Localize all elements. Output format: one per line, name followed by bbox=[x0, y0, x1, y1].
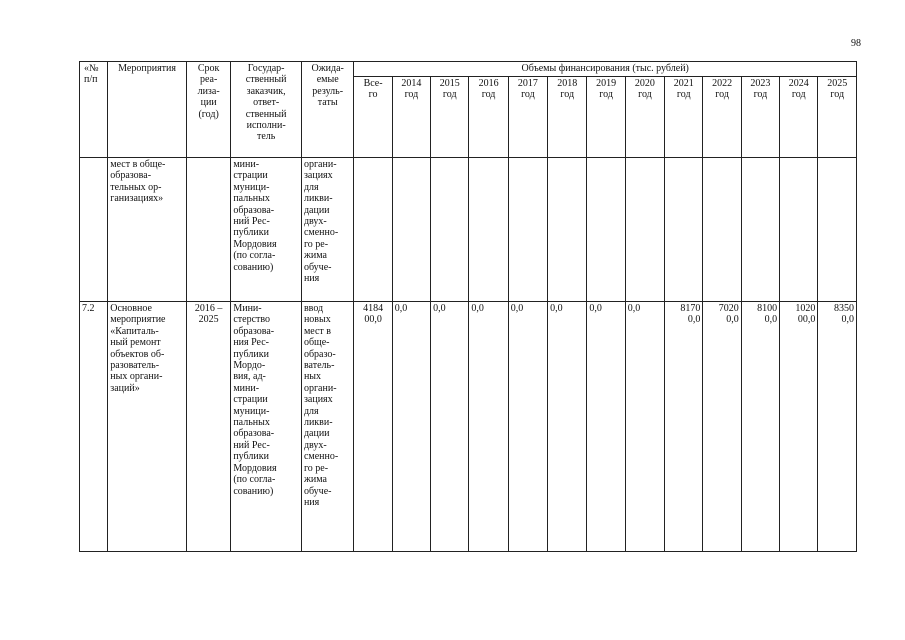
header-customer: Государ- ственный заказчик, ответ- ственный исполни- тель bbox=[231, 62, 302, 158]
header-year: 2020 год bbox=[625, 77, 664, 158]
row-customer: мини- страции муници- пальных образова- ний Рес- публики Мордовия (по согла- сованию) bbox=[231, 158, 302, 302]
header-year: 2019 год bbox=[587, 77, 625, 158]
page-number: 98 bbox=[851, 38, 861, 49]
row-value bbox=[818, 158, 857, 302]
header-year: 2023 год bbox=[741, 77, 779, 158]
table-row bbox=[80, 158, 857, 302]
row-value bbox=[548, 158, 587, 302]
row-event: мест в обще- образова- тельных ор- ганизациях» bbox=[108, 158, 187, 302]
financing-table bbox=[79, 61, 857, 552]
header-expected: Ожида- емые резуль- таты bbox=[301, 62, 353, 158]
header-year: 2016 год bbox=[469, 77, 508, 158]
row-customer: Мини- стерство образова- ния Рес- публики Мордо- вия, ад- мини- страции муници- пальных образова- ний Рес- публики Мордовия (по согла- сованию) bbox=[231, 302, 302, 552]
row-value bbox=[780, 158, 818, 302]
row-value: 0,0 bbox=[587, 302, 625, 552]
row-term: 2016 – 2025 bbox=[186, 302, 230, 552]
header-year: 2025 год bbox=[818, 77, 857, 158]
row-value bbox=[508, 158, 547, 302]
row-value bbox=[469, 158, 508, 302]
header-year: 2014 год bbox=[392, 77, 430, 158]
row-value: 8170 0,0 bbox=[665, 302, 703, 552]
row-event: Основное мероприятие «Капиталь- ный ремонт объектов об- разователь- ных органи- заций» bbox=[108, 302, 187, 552]
header-year: 2017 год bbox=[508, 77, 547, 158]
row-value bbox=[392, 158, 430, 302]
row-value: 0,0 bbox=[548, 302, 587, 552]
row-value bbox=[741, 158, 779, 302]
row-expected: ввод новых мест в обще- образо- ватель- ных органи- зациях для ликви- дации двух- сменно- го ре- жима обуче- ния bbox=[301, 302, 353, 552]
row-value: 8350 0,0 bbox=[818, 302, 857, 552]
row-value bbox=[665, 158, 703, 302]
header-year: 2015 год bbox=[431, 77, 469, 158]
table-row bbox=[80, 302, 857, 552]
row-value bbox=[625, 158, 664, 302]
header-year: 2018 год bbox=[548, 77, 587, 158]
header-year: 2022 год bbox=[703, 77, 741, 158]
row-number bbox=[80, 158, 108, 302]
header-event: Мероприятия bbox=[108, 62, 187, 158]
header-number: «№ п/п bbox=[80, 62, 108, 158]
row-total: 4184 00,0 bbox=[354, 302, 392, 552]
header-funding: Объемы финансирования (тыс. рублей) bbox=[354, 62, 857, 77]
row-value: 1020 00,0 bbox=[780, 302, 818, 552]
row-value: 0,0 bbox=[508, 302, 547, 552]
row-value: 0,0 bbox=[625, 302, 664, 552]
header-year: 2024 год bbox=[780, 77, 818, 158]
header-total: Все- го bbox=[354, 77, 392, 158]
row-value: 0,0 bbox=[431, 302, 469, 552]
row-value: 0,0 bbox=[392, 302, 430, 552]
row-value: 8100 0,0 bbox=[741, 302, 779, 552]
header-term: Срок реа- лиза- ции (год) bbox=[186, 62, 230, 158]
row-value bbox=[431, 158, 469, 302]
row-value: 7020 0,0 bbox=[703, 302, 741, 552]
row-number: 7.2 bbox=[80, 302, 108, 552]
row-term bbox=[186, 158, 230, 302]
row-value: 0,0 bbox=[469, 302, 508, 552]
row-expected: органи- зациях для ликви- дации двух- сменно- го ре- жима обуче- ния bbox=[301, 158, 353, 302]
row-total bbox=[354, 158, 392, 302]
row-value bbox=[703, 158, 741, 302]
header-year: 2021 год bbox=[665, 77, 703, 158]
row-value bbox=[587, 158, 625, 302]
